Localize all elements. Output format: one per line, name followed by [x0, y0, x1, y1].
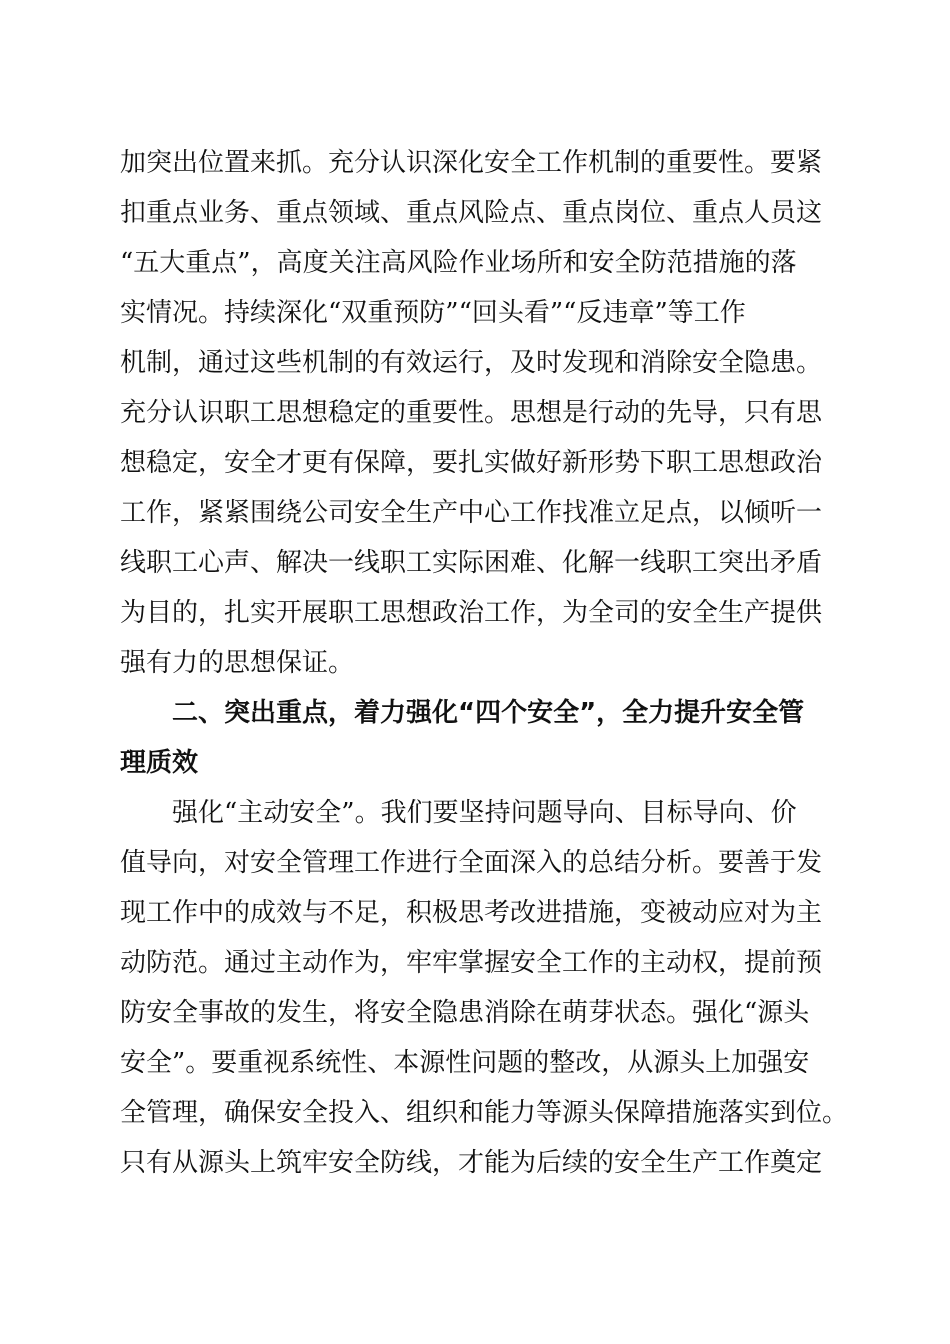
body-line: 实情况。持续深化“双重预防”“回头看”“反违章”等工作 [120, 298, 746, 328]
body-line: “五大重点”，高度关注高风险作业场所和安全防范措施的落 [120, 248, 797, 278]
body-line: 安全”。要重视系统性、本源性问题的整改，从源头上加强安 [120, 1048, 810, 1078]
body-line: 扣重点业务、重点领域、重点风险点、重点岗位、重点人员这 [120, 198, 823, 228]
section-heading-continued: 理质效 [120, 748, 199, 778]
body-line: 机制，通过这些机制的有效运行，及时发现和消除安全隐患。 [120, 348, 823, 378]
body-line: 线职工心声、解决一线职工实际困难、化解一线职工突出矛盾 [120, 548, 823, 578]
body-line: 强化“主动安全”。我们要坚持问题导向、目标导向、价 [172, 798, 797, 828]
section-heading: 二、突出重点，着力强化“四个安全”，全力提升安全管 [172, 698, 805, 728]
body-line: 为目的，扎实开展职工思想政治工作，为全司的安全生产提供 [120, 598, 823, 628]
body-line: 想稳定，安全才更有保障，要扎实做好新形势下职工思想政治 [120, 448, 823, 478]
body-line: 现工作中的成效与不足，积极思考改进措施，变被动应对为主 [120, 898, 823, 928]
body-line: 工作，紧紧围绕公司安全生产中心工作找准立足点，以倾听一 [120, 498, 823, 528]
body-line: 动防范。通过主动作为，牢牢掌握安全工作的主动权，提前预 [120, 948, 823, 978]
body-line: 加突出位置来抓。充分认识深化安全工作机制的重要性。要紧 [120, 148, 823, 178]
body-line: 只有从源头上筑牢安全防线，才能为后续的安全生产工作奠定 [120, 1148, 823, 1178]
body-line: 充分认识职工思想稳定的重要性。思想是行动的先导，只有思 [120, 398, 823, 428]
body-line: 全管理，确保安全投入、组织和能力等源头保障措施落实到位。 [120, 1098, 849, 1128]
body-line: 防安全事故的发生，将安全隐患消除在萌芽状态。强化“源头 [120, 998, 810, 1028]
body-line: 强有力的思想保证。 [120, 648, 355, 678]
body-line: 值导向，对安全管理工作进行全面深入的总结分析。要善于发 [120, 848, 823, 878]
